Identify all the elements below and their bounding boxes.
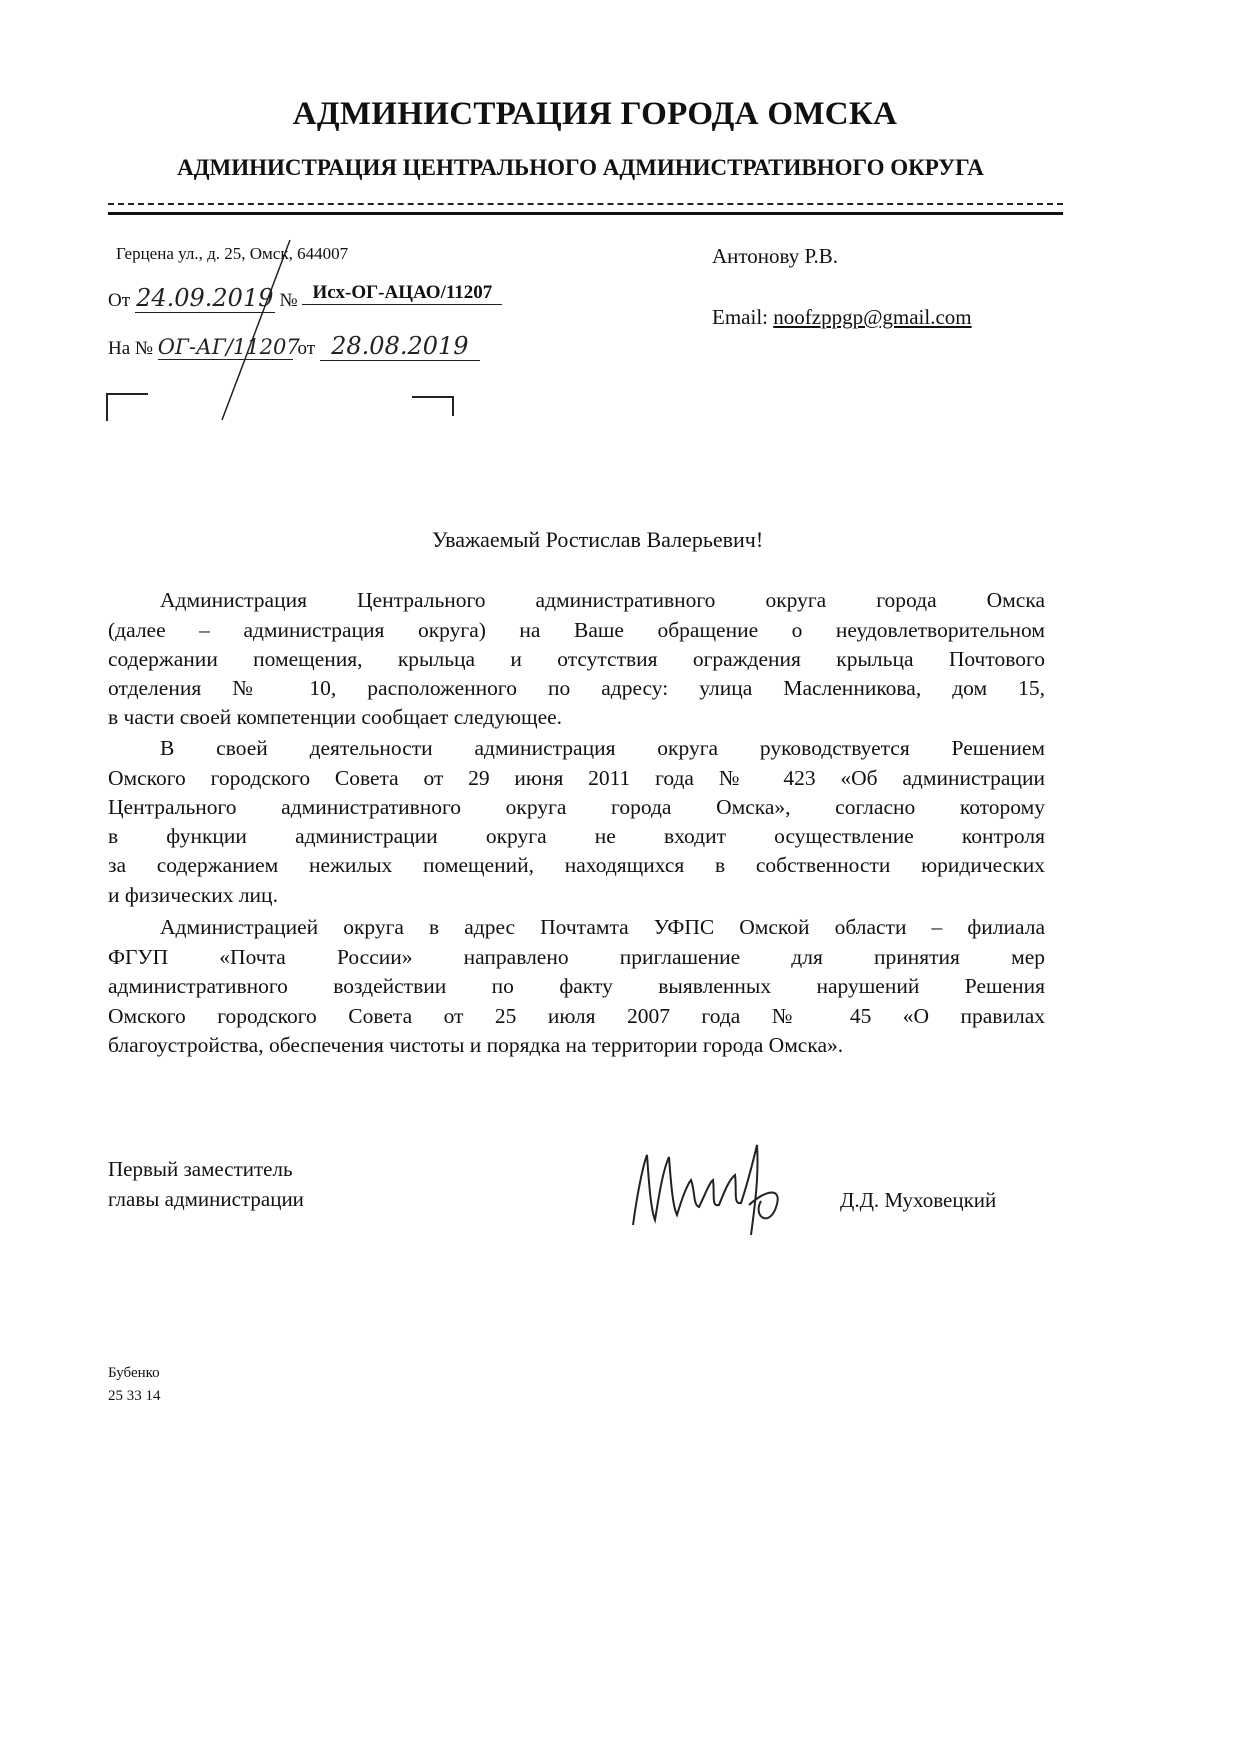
body-line: Администрация Центрального административного округа города Омска [160, 588, 1045, 612]
body-line: В своей деятельности администрация округа руководствуется Решением [160, 736, 1045, 760]
handwritten-signature [625, 1135, 795, 1245]
signatory-name: Д.Д. Муховецкий [840, 1188, 997, 1212]
executor-phone: 25 33 14 [108, 1388, 161, 1404]
sender-address: Герцена ул., д. 25, Омск, 644007 [116, 244, 349, 263]
registration-slash-mark [210, 230, 310, 430]
outgoing-number: Исх-ОГ-АЦАО/11207 [302, 282, 502, 305]
corner-mark-left [106, 393, 148, 421]
greeting: Уважаемый Ростислав Валерьевич! [432, 527, 764, 552]
executor-name: Бубенко [108, 1365, 160, 1381]
number-label: № [279, 290, 298, 311]
body-line: административного воздействии по факту выявленных нарушений Решения [108, 974, 1045, 998]
recipient-name: Антонову Р.В. [712, 244, 839, 268]
body-line: ФГУП «Почта России» направлено приглашение для принятия мер [108, 945, 1045, 969]
corner-mark-right [412, 396, 454, 416]
header-divider-thin [108, 203, 1063, 205]
body-line: и физических лиц. [108, 883, 278, 907]
body-line: за содержанием нежилых помещений, находящихся в собственности юридических [108, 853, 1045, 877]
header-divider-thick [108, 212, 1063, 215]
organization-title: АДМИНИСТРАЦИЯ ГОРОДА ОМСКА [292, 96, 898, 132]
body-line: Омского городского Совета от 29 июня 2011 года № 423 «Об администрации [108, 766, 1045, 790]
reply-number-label: На № [108, 338, 154, 359]
email-label: Email: [712, 305, 768, 329]
body-line: отделения № 10, расположенного по адресу: улица Масленникова, дом 15, [108, 676, 1045, 700]
body-line: содержании помещения, крыльца и отсутствия ограждения крыльца Почтового [108, 647, 1045, 671]
body-line: в части своей компетенции сообщает следующее. [108, 705, 563, 729]
reply-from-label: от [297, 338, 316, 359]
reply-number: ОГ-АГ/11207 [157, 335, 300, 359]
body-line: благоустройства, обеспечения чистоты и порядка на территории города Омска». [108, 1033, 844, 1057]
recipient-email-line [712, 305, 972, 330]
signatory-position-line1: Первый заместитель [108, 1157, 293, 1181]
body-line: в функции администрации округа не входит осуществление контроля [108, 824, 1045, 848]
body-line: (далее – администрация округа) на Ваше обращение о неудовлетворительном [108, 618, 1045, 642]
reply-date: 28.08.2019 [320, 332, 480, 361]
department-subtitle: АДМИНИСТРАЦИЯ ЦЕНТРАЛЬНОГО АДМИНИСТРАТИВНОГО ОКРУГА [177, 155, 984, 180]
from-label: От [108, 290, 131, 311]
signatory-position-line2: главы администрации [108, 1187, 304, 1211]
outgoing-date: 24.09.2019 [136, 284, 274, 312]
body-line: Центрального административного округа города Омска», согласно которому [108, 795, 1045, 819]
body-line: Омского городского Совета от 25 июля 2007 года № 45 «О правилах [108, 1004, 1045, 1028]
recipient-email[interactable]: noofzppgp@gmail.com [773, 305, 972, 329]
body-line: Администрацией округа в адрес Почтамта УФПС Омской области – филиала [160, 915, 1045, 939]
